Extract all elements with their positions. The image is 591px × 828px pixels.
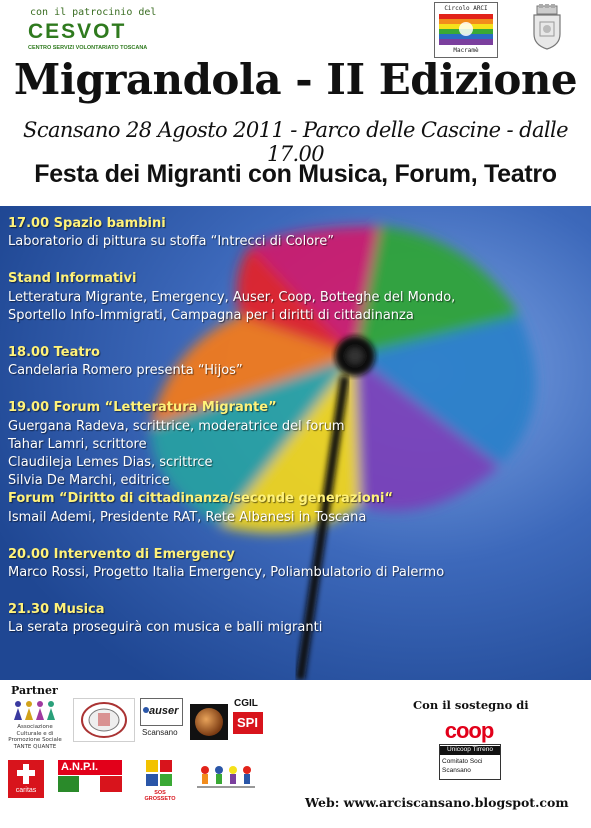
program-line: Claudileja Lemes Dias, scrittrce <box>8 455 213 471</box>
program-block-forum <box>8 399 583 526</box>
anpi-banner <box>58 760 122 775</box>
sos-text: SOS GROSSETO <box>144 790 176 800</box>
arci-logo-bottom-text: Macramè <box>453 47 479 54</box>
spi-text: SPI <box>237 715 258 730</box>
event-tagline: Festa dei Migranti con Musica, Forum, Teatro <box>34 160 557 188</box>
anpi-logo <box>58 760 122 794</box>
moon-logo <box>190 704 228 740</box>
caritas-cross-icon <box>8 760 44 788</box>
auser-subtitle: Scansano <box>142 728 178 737</box>
program-block-music <box>8 601 583 637</box>
coop-logo <box>437 718 501 780</box>
auser-box <box>140 698 183 726</box>
patronage-label: con il patrocinio del <box>30 7 157 18</box>
cgil-text: CGIL <box>234 698 258 709</box>
auser-swoosh-icon <box>143 707 149 713</box>
rainbow-icon <box>439 14 493 45</box>
children-drawing-icon <box>195 762 257 792</box>
program-line: Tahar Lamri, scrittore <box>8 436 147 452</box>
event-program <box>8 215 583 657</box>
moon-icon <box>190 704 228 740</box>
spi-badge <box>233 712 263 734</box>
figures-icon <box>6 698 64 722</box>
website-address: Web: www.arciscansano.blogspot.com <box>305 795 569 810</box>
program-line: Marco Rossi, Progetto Italia Emergency, Poliambulatorio di Palermo <box>8 565 445 581</box>
sponsor-heading: Con il sostegno di <box>413 698 529 712</box>
coop-sub-line2: Comitato Soci <box>442 758 483 765</box>
poster-title: Migrandola - II Edizione <box>13 55 578 104</box>
program-heading: 21.30 Musica <box>8 602 105 618</box>
auser-logo <box>140 698 183 742</box>
cesvot-logo: CESVOT <box>28 20 127 43</box>
kids-drawing-logo <box>195 762 257 792</box>
arci-circle-logo <box>434 2 498 58</box>
poster-footer <box>0 680 591 828</box>
event-date-location: Scansano 28 Agosto 2011 - Parco delle Cascine - dalle 17.00 <box>23 118 568 166</box>
program-block-children <box>8 215 583 251</box>
arci-logo-top-text: Circolo ARCI <box>444 5 488 12</box>
sos-grosseto-logo <box>140 758 180 800</box>
program-line: Ismail Ademi, Presidente RAT, Rete Albanesi in Toscana <box>8 509 367 525</box>
program-line: Candelaria Romero presenta “Hijos” <box>8 363 243 379</box>
program-line: Silvia De Marchi, editrice <box>8 473 170 489</box>
cesvot-subtitle: CENTRO SERVIZI VOLONTARIATO TOSCANA <box>28 45 148 51</box>
program-block-emergency <box>8 546 583 582</box>
anpi-text: A.N.P.I. <box>61 761 99 773</box>
partner-emblem-logo <box>73 698 135 742</box>
program-line: La serata proseguirà con musica e balli migranti <box>8 620 323 636</box>
sos-icon <box>140 758 180 790</box>
anpi-flag-icon <box>58 776 122 792</box>
program-line: Letteratura Migrante, Emergency, Auser, Coop, Botteghe del Mondo, <box>8 289 456 305</box>
coop-sub-line1: Unicoop Tirreno <box>440 746 500 755</box>
program-block-theatre <box>8 344 583 380</box>
coat-of-arms-icon <box>531 4 563 50</box>
program-heading: 19.00 Forum “Letteratura Migrante” <box>8 400 277 416</box>
program-heading: 20.00 Intervento di Emergency <box>8 546 235 562</box>
program-block-stands <box>8 270 583 325</box>
program-line: Guergana Radeva, scrittrice, moderatrice del forum <box>8 418 345 434</box>
tante-quante-logo <box>6 698 64 756</box>
auser-text: auser <box>149 705 179 717</box>
cgil-spi-logo <box>232 698 264 742</box>
coop-wordmark: coop <box>444 718 494 743</box>
program-heading: 17.00 Spazio bambini <box>8 216 166 231</box>
program-heading: 18.00 Teatro <box>8 345 100 361</box>
caritas-text: caritas <box>15 787 37 794</box>
program-heading: Forum “Diritto di cittadinanza/seconde generazioni“ <box>8 491 394 507</box>
coop-sub-line3: Scansano <box>442 767 471 774</box>
program-line: Laboratorio di pittura su stoffa “Intrecci di Colore” <box>8 234 334 250</box>
program-line: Sportello Info-Immigrati, Campagna per i diritti di cittadinanza <box>8 307 414 323</box>
emblem-icon <box>74 699 134 741</box>
partner-heading: Partner <box>11 684 58 697</box>
tante-quante-text: Associazione Culturale e di Promozione Sociale TANTE QUANTE <box>8 724 62 750</box>
program-heading: Stand Informativi <box>8 271 137 287</box>
coop-sub-box <box>439 744 501 780</box>
caritas-logo <box>8 760 44 798</box>
poster-header <box>0 0 591 206</box>
